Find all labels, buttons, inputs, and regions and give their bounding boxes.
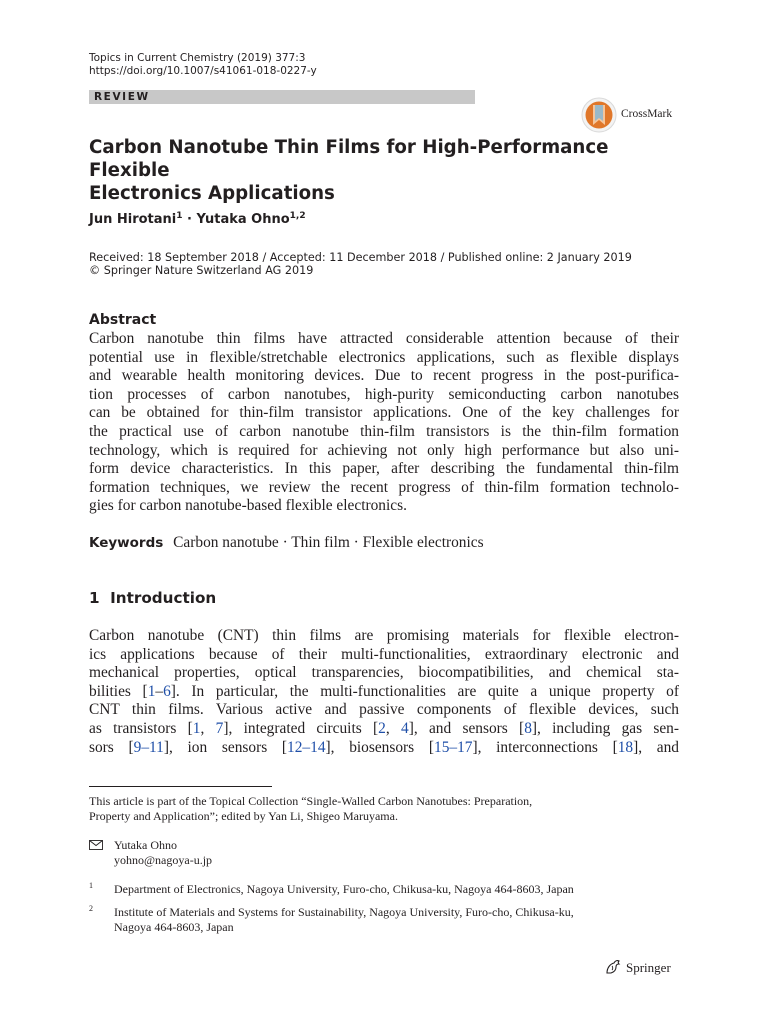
body-text: , <box>385 719 401 737</box>
affiliation-1 <box>89 882 679 898</box>
body-text: ]. In particular, the multi-functionalities are quite a unique property of <box>170 682 680 700</box>
citation-link[interactable]: 18 <box>617 738 634 756</box>
springer-horse-icon <box>604 958 622 976</box>
introduction-line <box>89 646 679 665</box>
citation-link[interactable]: 4 <box>400 719 409 737</box>
citation-link[interactable]: 9–11 <box>133 738 164 756</box>
body-text: ], biosensors [ <box>325 738 434 756</box>
article-type-label: REVIEW <box>94 91 150 103</box>
abstract-line: technology, which is required for achieving not only high performance but also uni- <box>89 441 679 459</box>
body-text: ], interconnections [ <box>472 738 618 756</box>
body-text: ], and <box>633 738 679 756</box>
author-affiliation-mark: 1 <box>176 211 183 221</box>
footnote-divider <box>89 786 272 787</box>
corresponding-author-email[interactable]: yohno@nagoya-u.jp <box>114 853 213 867</box>
corresponding-author-name: Yutaka Ohno <box>114 838 177 852</box>
introduction-line <box>89 627 679 646</box>
body-text: ics applications because of their multi-functionalities, extraordinary electronic and <box>89 645 679 663</box>
journal-citation: Topics in Current Chemistry (2019) 377:3 <box>89 52 306 64</box>
body-text: – <box>155 682 164 700</box>
introduction-line <box>89 720 679 739</box>
citation-link[interactable]: 12–14 <box>287 738 326 756</box>
author-list <box>89 207 306 229</box>
citation-link[interactable]: 1 <box>192 719 201 737</box>
abstract-line: the practical use of carbon nanotube thin-film transistors is the thin-film formation <box>89 422 679 440</box>
body-text: as transistors [ <box>89 719 193 737</box>
affiliation-number: 2 <box>89 904 93 913</box>
body-text: sors [ <box>89 738 134 756</box>
body-text: ], and sensors [ <box>408 719 525 737</box>
citation-link[interactable]: 7 <box>215 719 224 737</box>
body-text: Carbon nanotube (CNT) thin films are promising materials for flexible electron- <box>89 627 679 644</box>
author-affiliation-mark: 1,2 <box>289 211 306 221</box>
citation-link[interactable]: 2 <box>378 719 386 737</box>
abstract-line: can be obtained for thin-film transistor applications. One of the key challenges for <box>89 404 679 422</box>
body-text: ], ion sensors [ <box>163 738 288 756</box>
affiliation-2 <box>89 905 679 937</box>
footnote-line: This article is part of the Topical Collection “Single-Walled Carbon Nanotubes: Preparation, <box>89 794 533 808</box>
introduction-line <box>89 739 679 758</box>
citation-link[interactable]: 15–17 <box>434 738 473 756</box>
citation-link[interactable]: 1 <box>147 682 156 700</box>
introduction-line <box>89 701 679 720</box>
introduction-line <box>89 683 679 702</box>
envelope-icon <box>89 840 103 850</box>
body-text: ], integrated circuits [ <box>223 719 379 737</box>
body-text: CNT thin films. Various active and passive components of flexible devices, such <box>89 701 679 719</box>
abstract-line: tion processes of carbon nanotubes, high-purity semiconducting carbon nanotubes <box>89 385 679 403</box>
abstract-line: and wearable health monitoring devices. Due to recent progress in the post-purifica- <box>89 367 679 385</box>
abstract-line: formation techniques, we review the recent progress of thin-film formation technolo- <box>89 478 679 496</box>
section-heading-introduction: 1 Introduction <box>89 589 217 607</box>
crossmark-label: CrossMark <box>621 108 673 120</box>
keywords <box>89 533 484 553</box>
citation-link[interactable]: 8 <box>524 719 532 737</box>
body-text: mechanical properties, optical transparencies, biocompatibilities, and chemical sta- <box>89 664 679 682</box>
affiliation-text: Department of Electronics, Nagoya University, Furo-cho, Chikusa-ku, Nagoya 464-8603, Japan <box>114 882 574 896</box>
body-text: bilities [ <box>89 682 148 700</box>
affiliation-number: 1 <box>89 881 93 890</box>
title-line: Carbon Nanotube Thin Films for High-Performance Flexible <box>89 137 609 181</box>
abstract-body <box>89 330 679 516</box>
introduction-line <box>89 664 679 683</box>
copyright-line: © Springer Nature Switzerland AG 2019 <box>89 264 314 277</box>
body-text: ], including gas sen- <box>531 719 680 737</box>
affiliation-text: Institute of Materials and Systems for Sustainability, Nagoya University, Furo-cho, Chikusa-ku, <box>114 905 574 919</box>
abstract-heading: Abstract <box>89 312 157 328</box>
keywords-list: Carbon nanotube · Thin film · Flexible electronics <box>173 534 484 551</box>
keywords-label: Keywords <box>89 535 164 551</box>
citation-link[interactable]: 6 <box>163 682 171 700</box>
publisher-label: Springer <box>626 960 671 975</box>
author-name: Jun Hirotani <box>89 212 177 227</box>
abstract-line: form device characteristics. In this paper, after describing the fundamental thin-film <box>89 460 679 478</box>
abstract-line: potential use in flexible/stretchable electronics applications, such as flexible displays <box>89 348 679 366</box>
author-separator: · <box>182 212 197 227</box>
collection-footnote <box>89 794 679 823</box>
introduction-body <box>89 627 679 757</box>
author-name: Yutaka Ohno <box>196 212 290 227</box>
abstract-line: gies for carbon nanotube-based flexible electronics. <box>89 497 407 515</box>
doi-link[interactable]: https://doi.org/10.1007/s41061-018-0227-y <box>89 65 317 77</box>
paper-title <box>89 136 689 205</box>
publication-dates: Received: 18 September 2018 / Accepted: 11 December 2018 / Published online: 2 January 2019 <box>89 251 632 264</box>
abstract-line: Carbon nanotube thin films have attracted considerable attention because of their <box>89 330 679 347</box>
footnote-line: Property and Application”; edited by Yan Li, Shigeo Maruyama. <box>89 808 398 823</box>
crossmark-icon <box>580 97 618 133</box>
body-text: , <box>200 719 216 737</box>
article-type-bar <box>89 90 475 104</box>
affiliation-text: Nagoya 464-8603, Japan <box>114 919 234 934</box>
title-line: Electronics Applications <box>89 183 335 204</box>
crossmark-badge[interactable] <box>580 97 690 133</box>
